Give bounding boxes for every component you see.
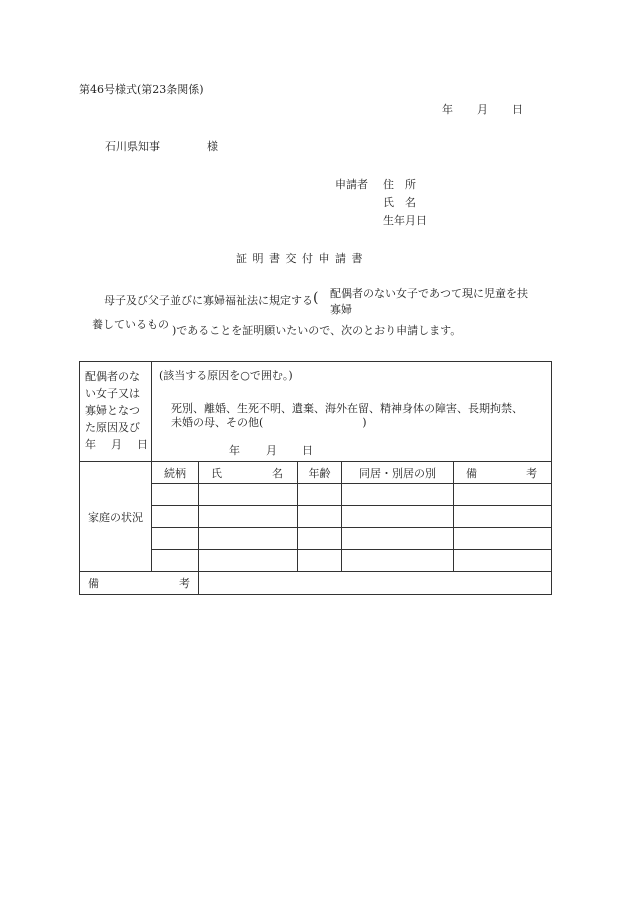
applicant-address-label: 住 所 (383, 178, 416, 191)
relation-cell[interactable] (152, 484, 199, 506)
remarks-label-a: 備 (88, 577, 99, 590)
age-cell[interactable] (298, 550, 342, 572)
reason-label-line: 寡婦となつ (85, 404, 140, 417)
document-title: 証 明 書 交 付 申 請 書 (236, 252, 364, 265)
header-name-b: 名 (272, 466, 283, 480)
header-age: 年齢 (298, 462, 342, 484)
body-line1: 母子及び父子並びに寡婦福祉法に規定する (104, 294, 313, 307)
remarks-cell[interactable] (454, 506, 552, 528)
header-name-a: 氏 (211, 466, 222, 480)
header-residence: 同居・別居の別 (342, 462, 454, 484)
reason-label-line: 年 月 日 (85, 438, 150, 451)
reason-row (80, 362, 552, 462)
application-table (79, 361, 552, 595)
date-year: 年 (442, 103, 453, 116)
relation-cell[interactable] (152, 550, 199, 572)
age-cell[interactable] (298, 506, 342, 528)
reason-date-month: 月 (266, 444, 277, 457)
reason-options-line2: 未婚の母、その他( ) (171, 416, 367, 429)
relation-cell[interactable] (152, 528, 199, 550)
name-cell[interactable] (199, 550, 298, 572)
remarks-label-cell (80, 572, 199, 595)
reason-options-line1: 死別、離婚、生死不明、遺棄、海外在留、精神身体の障害、長期拘禁、 (171, 402, 523, 415)
header-remarks (454, 462, 552, 484)
reason-date-year: 年 (229, 444, 240, 457)
remarks-label-b: 考 (179, 577, 190, 590)
age-cell[interactable] (298, 528, 342, 550)
reason-label-cell (80, 362, 152, 462)
date-day: 日 (512, 103, 523, 116)
remarks-cell[interactable] (454, 528, 552, 550)
body-paren-open: ( (313, 290, 319, 306)
applicant-label: 申請者 (335, 178, 368, 191)
form-id: 第46号様式(第23条関係) (79, 83, 204, 96)
reason-label-line: 配偶者のな (85, 370, 140, 383)
name-cell[interactable] (199, 484, 298, 506)
header-remarks-b: 考 (526, 466, 538, 480)
residence-cell[interactable] (342, 506, 454, 528)
residence-cell[interactable] (342, 550, 454, 572)
applicant-birth-label: 生年月日 (383, 214, 427, 227)
applicant-name-label: 氏 名 (383, 196, 416, 209)
header-relation: 続柄 (152, 462, 199, 484)
residence-cell[interactable] (342, 484, 454, 506)
remarks-cell[interactable] (454, 484, 552, 506)
body-choice2: 寡婦 (330, 303, 352, 316)
reason-instruction: (該当する原因を○で囲む。) (159, 369, 293, 382)
remarks-value-cell[interactable] (199, 572, 552, 595)
reason-label-line: い女子又は (85, 387, 140, 400)
name-cell[interactable] (199, 528, 298, 550)
relation-cell[interactable] (152, 506, 199, 528)
addressee-honorific: 様 (207, 140, 218, 153)
family-label: 家庭の状況 (80, 462, 152, 572)
reason-label-line: た原因及び (85, 421, 140, 434)
body-choice1: 配偶者のない女子であつて現に児童を扶 (330, 287, 528, 300)
date-month: 月 (477, 103, 488, 116)
name-cell[interactable] (199, 506, 298, 528)
residence-cell[interactable] (342, 528, 454, 550)
age-cell[interactable] (298, 484, 342, 506)
reason-body-cell (152, 362, 552, 462)
reason-date-day: 日 (302, 444, 313, 457)
family-header-row (80, 462, 552, 484)
header-name (199, 462, 298, 484)
remarks-cell[interactable] (454, 550, 552, 572)
header-remarks-a: 備 (466, 466, 477, 480)
body-line2-rest: )であることを証明願いたいので、次のとおり申請します。 (172, 324, 462, 337)
addressee-name: 石川県知事 (105, 140, 160, 153)
body-line2-start: 養しているもの (92, 318, 169, 331)
remarks-row (80, 572, 552, 595)
